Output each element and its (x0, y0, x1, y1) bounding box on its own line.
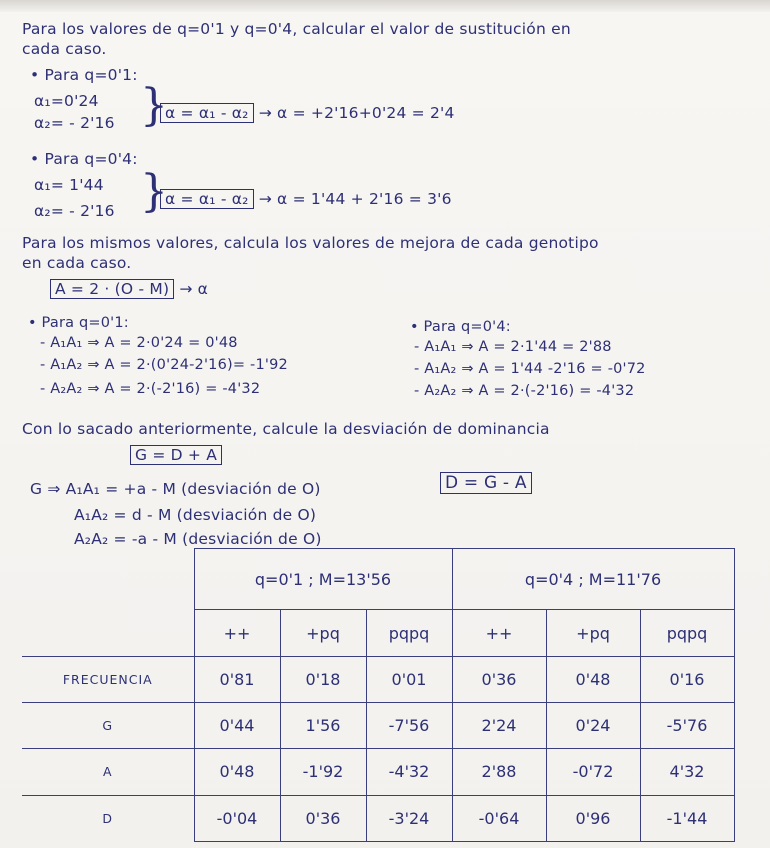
table-cell: 4'32 (640, 749, 734, 795)
g-a2a2-line: A₂A₂ = -a - M (desviación de O) (74, 530, 322, 548)
mejora-formula (50, 280, 208, 298)
table-cell: 2'24 (452, 703, 546, 749)
table-cell: 0'96 (546, 795, 640, 841)
mejora-line-1: Para los mismos valores, calcula los valores de mejora de cada genotipo (22, 234, 599, 252)
table-cell: -3'24 (366, 795, 452, 841)
right-a1a1: - A₁A₁ ⇒ A = 2·1'44 = 2'88 (414, 339, 612, 355)
alpha2-q04: α₂= - 2'16 (34, 202, 115, 220)
prompt-line-2: cada caso. (22, 40, 107, 58)
alpha-formula-box-q01: α = α₁ - α₂ (160, 103, 254, 123)
subheader-cell: ++ (452, 610, 546, 656)
alpha2-q01: α₂= - 2'16 (34, 114, 115, 132)
left-a1a2: - A₁A₂ ⇒ A = 2·(0'24-2'16)= -1'92 (40, 357, 288, 373)
table-cell: 0'16 (640, 656, 734, 702)
table-cell: 0'48 (194, 749, 280, 795)
brace-q01: } (140, 80, 168, 131)
alpha-result-q01: → α = +2'16+0'24 = 2'4 (258, 104, 455, 122)
alpha-formula-q04 (160, 190, 452, 208)
mejora-line-2: en cada caso. (22, 254, 132, 272)
table-cell: -0'04 (194, 795, 280, 841)
row-label-a: A (22, 749, 194, 795)
alpha1-q04: α₁= 1'44 (34, 176, 104, 194)
left-a2a2: - A₂A₂ ⇒ A = 2·(-2'16) = -4'32 (40, 381, 261, 397)
dominancia-line: Con lo sacado anteriormente, calcule la desviación de dominancia (22, 420, 550, 438)
table-row (22, 703, 734, 749)
table-group-header-row (22, 549, 734, 610)
table-cell: 0'44 (194, 703, 280, 749)
table-cell: -7'56 (366, 703, 452, 749)
subheader-cell: +pq (280, 610, 366, 656)
table-cell: -0'72 (546, 749, 640, 795)
subheader-cell: ++ (194, 610, 280, 656)
page-top-edge (0, 0, 770, 12)
case-q04-heading: • Para q=0'4: (30, 150, 138, 168)
table-cell: -5'76 (640, 703, 734, 749)
brace-q04: } (140, 166, 168, 217)
row-label-frecuencia: FRECUENCIA (22, 656, 194, 702)
table-cell: 0'36 (452, 656, 546, 702)
results-table (22, 548, 735, 842)
table-cell: -1'92 (280, 749, 366, 795)
mejora-formula-box: A = 2 · (O - M) (50, 279, 174, 299)
subheader-cell: pqpq (366, 610, 452, 656)
table-cell: -0'64 (452, 795, 546, 841)
d-formula-box: D = G - A (440, 472, 532, 494)
right-a2a2: - A₂A₂ ⇒ A = 2·(-2'16) = -4'32 (414, 383, 635, 399)
g-a1a2-line: A₁A₂ = d - M (desviación de O) (74, 506, 317, 524)
alpha-formula-q01 (160, 104, 455, 122)
g-formula (130, 446, 222, 464)
d-formula (440, 474, 532, 492)
row-label-g: G (22, 703, 194, 749)
alpha-result-q04: → α = 1'44 + 2'16 = 3'6 (258, 190, 452, 208)
table-cell: 1'56 (280, 703, 366, 749)
mejora-formula-arrow: → α (179, 280, 209, 298)
right-case-heading: • Para q=0'4: (410, 319, 511, 335)
table-row (22, 656, 734, 702)
alpha-formula-box-q04: α = α₁ - α₂ (160, 189, 254, 209)
row-label-d: D (22, 795, 194, 841)
subheader-cell: +pq (546, 610, 640, 656)
group-header-q04: q=0'4 ; M=11'76 (452, 549, 734, 610)
table-cell: 0'81 (194, 656, 280, 702)
prompt-line-1: Para los valores de q=0'1 y q=0'4, calcular el valor de sustitución en (22, 20, 571, 38)
table-cell: 0'24 (546, 703, 640, 749)
right-a1a2: - A₁A₂ ⇒ A = 1'44 -2'16 = -0'72 (414, 361, 646, 377)
table-row (22, 749, 734, 795)
table-cell: 0'36 (280, 795, 366, 841)
table-cell: -1'44 (640, 795, 734, 841)
alpha1-q01: α₁=0'24 (34, 92, 99, 110)
left-a1a1: - A₁A₁ ⇒ A = 2·0'24 = 0'48 (40, 335, 238, 351)
table-cell: -4'32 (366, 749, 452, 795)
subheader-cell: pqpq (640, 610, 734, 656)
table-corner-cell (22, 549, 194, 657)
case-q01-heading: • Para q=0'1: (30, 66, 138, 84)
table-cell: 0'48 (546, 656, 640, 702)
left-case-heading: • Para q=0'1: (28, 315, 129, 331)
table-cell: 2'88 (452, 749, 546, 795)
table-cell: 0'01 (366, 656, 452, 702)
g-a1a1-line: G ⇒ A₁A₁ = +a - M (desviación de O) (30, 480, 321, 498)
g-formula-box: G = D + A (130, 445, 222, 465)
table-row (22, 795, 734, 841)
table-cell: 0'18 (280, 656, 366, 702)
group-header-q01: q=0'1 ; M=13'56 (194, 549, 452, 610)
